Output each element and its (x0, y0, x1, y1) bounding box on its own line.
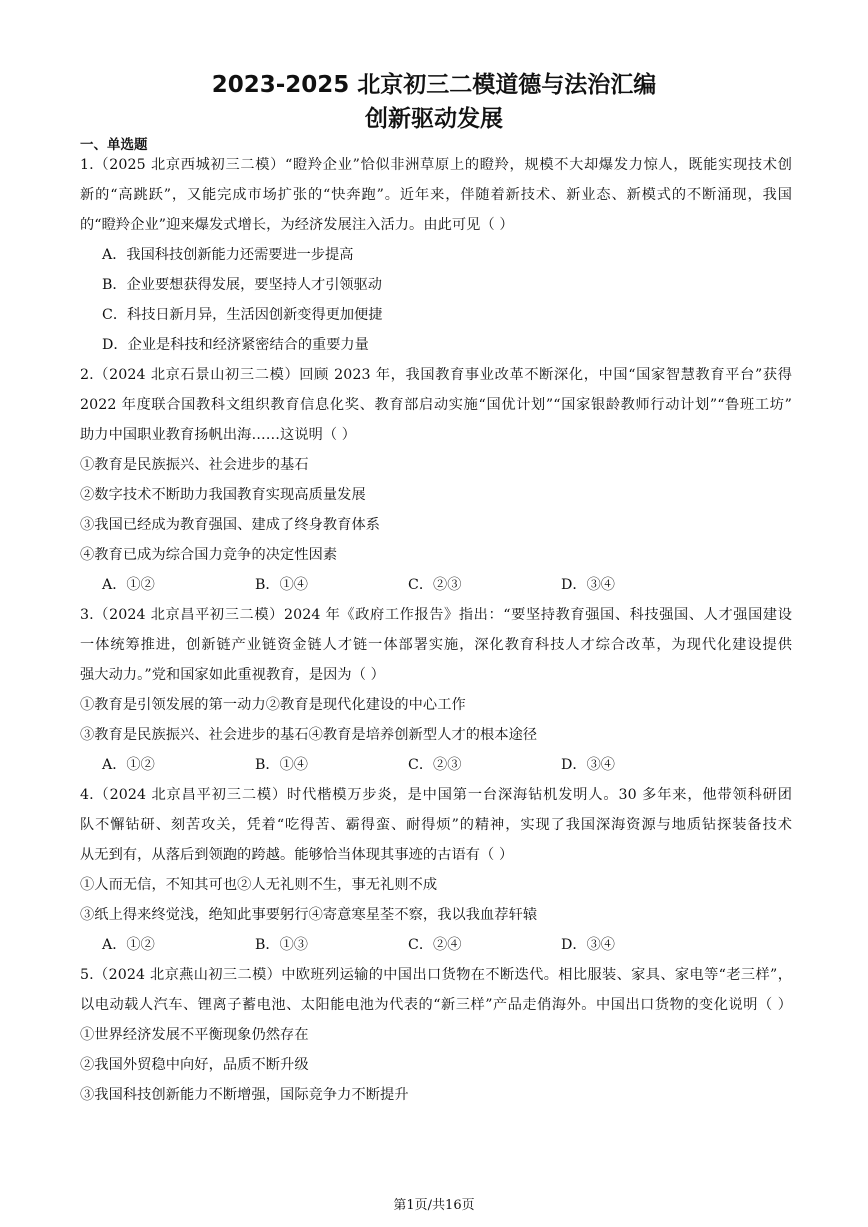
question-stem-line: 新的“高跳跃”，又能完成市场扩张的“快奔跑”。近年来，伴随着新技术、新业态、新模式的不断涌现，我国 (80, 187, 792, 203)
statement-item: ①教育是引领发展的第一动力②教育是现代化建设的中心工作 (80, 697, 466, 713)
choice-row (80, 750, 792, 780)
statement-item: ②我国外贸稳中向好，品质不断升级 (80, 1057, 309, 1073)
choice-row (80, 570, 792, 600)
question-stem-line: 一体统筹推进，创新链产业链资金链人才链一体部署实施，深化教育科技人才综合改革，为现代化建设提供 (80, 637, 792, 653)
section-heading: 一、单选题 (80, 137, 148, 153)
question-stem-line: 队不懈钻研、刻苦攻关，凭着“吃得苦、霸得蛮、耐得烦”的精神，实现了我国深海资源与地质钻探装备技术 (80, 817, 792, 833)
choice-d: D．③④ (561, 937, 615, 953)
choice-c: C．②④ (408, 937, 462, 953)
statement-item: ③我国科技创新能力不断增强，国际竞争力不断提升 (80, 1087, 409, 1103)
statement-item: ③我国已经成为教育强国、建成了终身教育体系 (80, 517, 381, 533)
question-stem-line: 从无到有，从落后到领跑的跨越。能够恰当体现其事迹的古语有（ ） (80, 847, 514, 863)
statement-item: ①教育是民族振兴、社会进步的基石 (80, 457, 309, 473)
choice-a: A．①② (102, 937, 155, 953)
statement-item: ①世界经济发展不平衡现象仍然存在 (80, 1027, 309, 1043)
question-stem-line: 2022 年度联合国教科文组织教育信息化奖、教育部启动实施“国优计划”“国家银龄教师行动计划”“鲁班工坊” (80, 397, 792, 413)
option-b: B．企业要想获得发展，要坚持人才引领驱动 (102, 277, 382, 293)
choice-b: B．①④ (255, 577, 308, 593)
question-stem-line: 的“瞪羚企业”迎来爆发式增长，为经济发展注入活力。由此可见（ ） (80, 217, 514, 233)
choice-d: D．③④ (561, 577, 615, 593)
statement-item: ②数字技术不断助力我国教育实现高质量发展 (80, 487, 366, 503)
statement-item: ③纸上得来终觉浅，绝知此事要躬行④寄意寒星荃不察，我以我血荐轩辕 (80, 907, 538, 923)
question-stem-line: 2.（2024 北京石景山初三二模）回顾 2023 年，我国教育事业改革不断深化，中国“国家智慧教育平台”获得 (80, 367, 792, 383)
document-subtitle: 创新驱动发展 (365, 106, 503, 132)
question-3 (80, 600, 792, 780)
option-d: D．企业是科技和经济紧密结合的重要力量 (102, 337, 369, 353)
option-c: C．科技日新月异，生活因创新变得更加便捷 (102, 307, 383, 323)
question-1 (80, 150, 792, 360)
question-stem-line: 3.（2024 北京昌平初三二模）2024 年《政府工作报告》指出：“要坚持教育强国、科技强国、人才强国建设 (80, 607, 792, 623)
choice-c: C．②③ (408, 757, 462, 773)
choice-d: D．③④ (561, 757, 615, 773)
question-stem-line: 以电动载人汽车、锂离子蓄电池、太阳能电池为代表的“新三样”产品走俏海外。中国出口货物的变化说明（ ） (80, 997, 792, 1013)
question-stem-line: 4.（2024 北京昌平初三二模）时代楷模万步炎，是中国第一台深海钻机发明人。30 多年来，他带领科研团 (80, 787, 792, 803)
choice-a: A．①② (102, 757, 155, 773)
statement-item: ③教育是民族振兴、社会进步的基石④教育是培养创新型人才的根本途径 (80, 727, 538, 743)
choice-b: B．①③ (255, 937, 308, 953)
choice-a: A．①② (102, 577, 155, 593)
question-2 (80, 360, 792, 600)
choice-row (80, 930, 792, 960)
question-5 (80, 960, 792, 1110)
question-4 (80, 780, 792, 960)
question-stem-line: 助力中国职业教育扬帆出海……这说明（ ） (80, 427, 357, 443)
statement-item: ④教育已成为综合国力竞争的决定性因素 (80, 547, 338, 563)
question-stem-line: 5.（2024 北京燕山初三二模）中欧班列运输的中国出口货物在不断迭代。相比服装、家具、家电等“老三样”， (80, 967, 792, 983)
question-list (80, 150, 792, 1110)
option-a: A．我国科技创新能力还需要进一步提高 (102, 247, 354, 263)
statement-item: ①人而无信，不知其可也②人无礼则不生，事无礼则不成 (80, 877, 438, 893)
choice-c: C．②③ (408, 577, 462, 593)
choice-b: B．①④ (255, 757, 308, 773)
question-stem-line: 强大动力。”党和国家如此重视教育，是因为（ ） (80, 667, 385, 683)
question-stem-line: 1.（2025 北京西城初三二模）“瞪羚企业”恰似非洲草原上的瞪羚，规模不大却爆发力惊人，既能实现技术创 (80, 157, 792, 173)
page-footer: 第1页/共16页 (393, 1198, 475, 1213)
document-title: 2023-2025 北京初三二模道德与法治汇编 (211, 72, 657, 98)
